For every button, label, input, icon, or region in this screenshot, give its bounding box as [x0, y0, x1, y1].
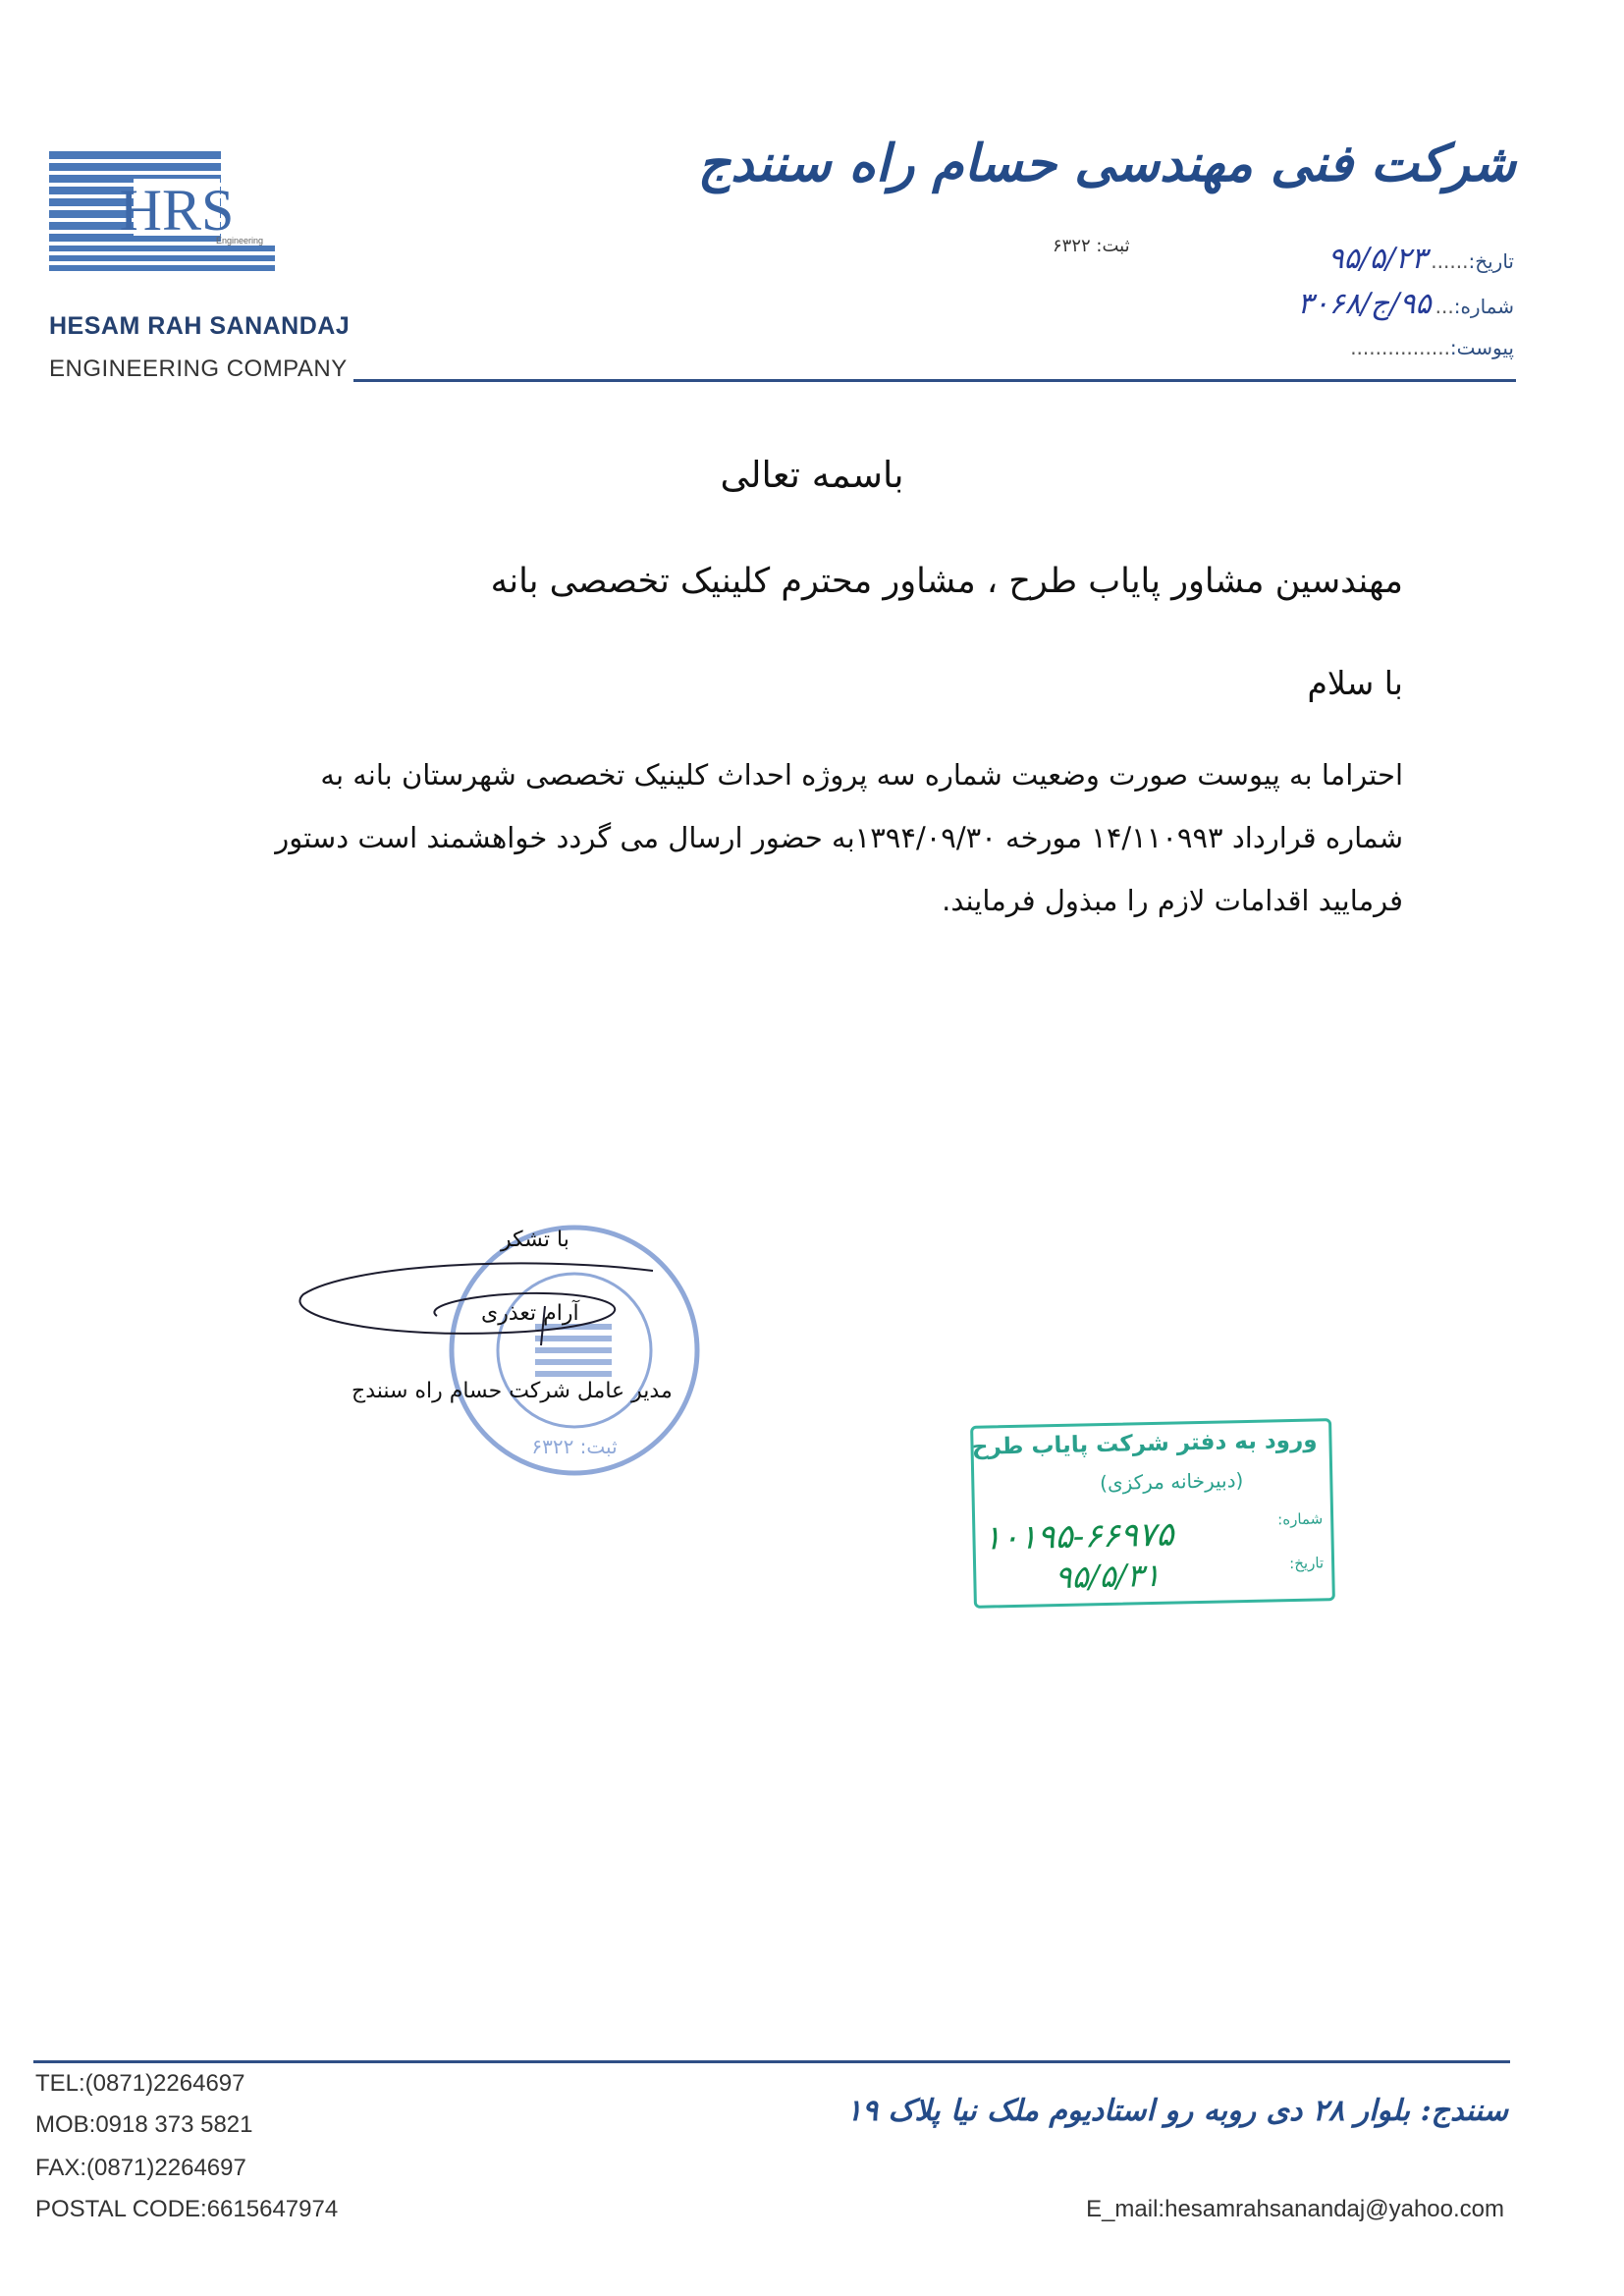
footer-address: سنندج: بلوار ۲۸ دی روبه رو استادیوم ملک نیا پلاک ۱۹ [845, 2094, 1508, 2128]
stamp-number-value: ۱۰۱۹۵-۶۶۹۷۵ [983, 1514, 1174, 1558]
letter-date-row [1328, 242, 1514, 276]
footer-fax: FAX:(0871)2264697 [35, 2155, 246, 2181]
letter-greeting: با سلام [1307, 664, 1403, 702]
logo-text: HRS [119, 178, 235, 243]
letter-number-row [1297, 287, 1514, 321]
letter-addressee: مهندسین مشاور پایاب طرح ، مشاور محترم کلینیک تخصصی بانه [490, 562, 1403, 601]
company-logo [49, 147, 275, 295]
stamp-title: ورود به دفتر شرکت پایاب طرح [971, 1427, 1318, 1460]
header-divider [353, 379, 1516, 382]
footer-email: E_mail:hesamrahsanandaj@yahoo.com [1086, 2196, 1504, 2222]
number-label: شماره: [1453, 295, 1514, 318]
signatory-name: آرام تعذری [481, 1301, 579, 1326]
footer-mobile: MOB:0918 373 5821 [35, 2111, 253, 2138]
logo-subtext: Engineering [215, 236, 263, 246]
footer-tel: TEL:(0871)2264697 [35, 2070, 245, 2097]
attachment-label: پیوست: [1449, 336, 1514, 359]
registration-number: ثبت: ۶۳۲۲ [1053, 236, 1130, 256]
company-subtitle-en: ENGINEERING COMPANY [49, 355, 353, 383]
number-value: ۹۵/ج/۳۰۶۸ [1297, 287, 1432, 321]
letter-attachment-row [1350, 336, 1514, 359]
stamp-date-label: تاریخ: [1289, 1554, 1325, 1573]
signature-closing: با تشکر [501, 1228, 569, 1252]
date-dots: ...... [1431, 249, 1469, 273]
company-name-fa: شرکت فنی مهندسی حسام راه سنندج [697, 134, 1516, 193]
signatory-title: مدیر عامل شرکت حسام راه سنندج [352, 1379, 673, 1403]
company-name-en: HESAM RAH SANANDAJ [49, 312, 351, 340]
receipt-stamp [970, 1418, 1335, 1609]
seal-registration: ثبت: ۶۳۲۲ [531, 1435, 618, 1458]
date-value: ۹۵/۵/۲۳ [1327, 242, 1428, 276]
signature-scribble [290, 1247, 663, 1355]
stamp-number-label: شماره: [1277, 1509, 1324, 1529]
body-line-1: احتراما به پیوست صورت وضعیت شماره سه پروژه احداث کلینیک تخصصی شهرستان بانه به [320, 758, 1403, 792]
date-label: تاریخ: [1468, 249, 1514, 273]
stamp-date-value: ۹۵/۵/۳۱ [1054, 1556, 1162, 1597]
stamp-subtitle: (دبیرخانه مرکزی) [1099, 1468, 1244, 1496]
attachment-dots: ................ [1350, 336, 1450, 359]
footer-postal-code: POSTAL CODE:6615647974 [35, 2196, 339, 2222]
footer-divider [33, 2060, 1510, 2063]
letter-heading: باسمه تعالی [720, 454, 904, 496]
number-dots: ... [1435, 295, 1454, 318]
body-line-3: فرمایید اقدامات لازم را مبذول فرمایند. [942, 884, 1403, 917]
body-line-2: شماره قرارداد ۱۴/۱۱۰۹۹۳ مورخه ۱۳۹۴/۰۹/۳۰به حضور ارسال می گردد خواهشمند است دستور [275, 821, 1403, 854]
